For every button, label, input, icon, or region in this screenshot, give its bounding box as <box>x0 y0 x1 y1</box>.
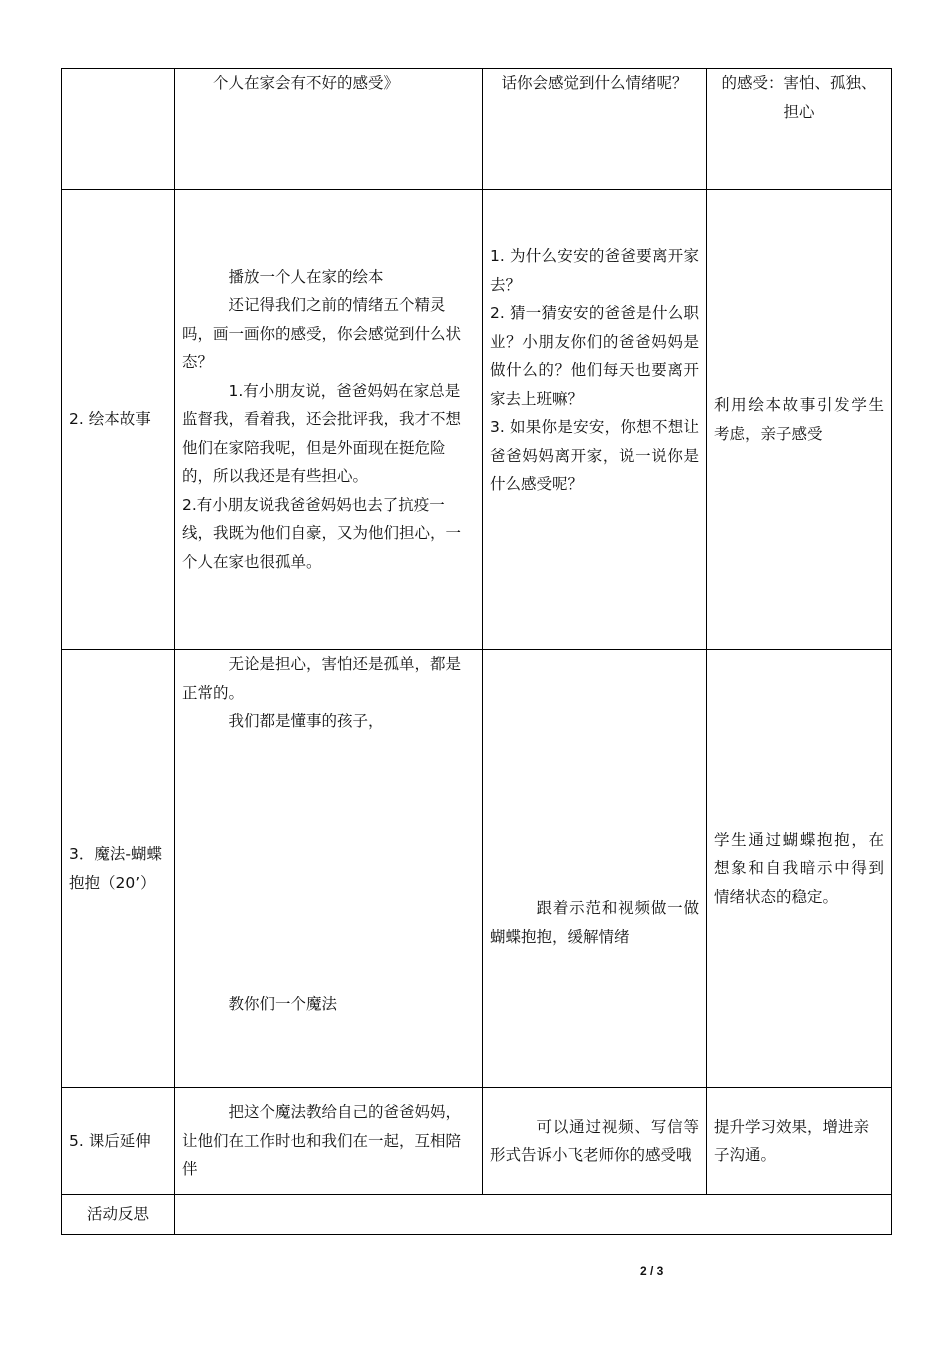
stage-label: 3．魔法-蝴蝶抱抱（20’） <box>69 845 162 892</box>
stage-cell <box>62 190 175 650</box>
cell-paragraph: 2. 猜一猜安安的爸爸是什么职业？小朋友你们的爸爸妈妈是做什么的？他们每天也要离开家去上班嘛？ <box>490 304 699 408</box>
teacher-activity-cell <box>175 650 483 1088</box>
cell-text: 话你会感觉到什么情绪呢？ <box>501 74 688 92</box>
cell-text: 个人在家会有不好的感受》 <box>213 74 400 92</box>
cell-text: 提升学习效果，增进亲子沟通。 <box>714 1117 870 1164</box>
cell-text: 利用绘本故事引发学生考虑，亲子感受 <box>714 396 884 443</box>
teacher-activity-cell <box>175 190 483 650</box>
student-activity-cell <box>483 650 707 1088</box>
cell-paragraph: 3. 如果你是安安，你想不想让爸爸妈妈离开家，说一说你是什么感受呢？ <box>490 418 699 493</box>
reflection-content-cell <box>175 1195 892 1235</box>
stage-cell <box>62 1088 175 1195</box>
cell-text: 的感受：害怕、孤独、担心 <box>721 74 877 121</box>
cell-paragraph: 我们都是懂事的孩子， <box>228 712 384 730</box>
reflection-label-cell <box>62 1195 175 1235</box>
student-activity-cell <box>483 190 707 650</box>
cell-paragraph: 教你们一个魔法 <box>228 995 338 1013</box>
stage-cell <box>62 69 175 190</box>
teacher-activity-cell <box>175 1088 483 1195</box>
table-row <box>62 1088 892 1195</box>
stage-cell <box>62 650 175 1088</box>
lesson-plan-table <box>61 68 892 1235</box>
cell-paragraph: 还记得我们之前的情绪五个精灵吗，画一画你的感受，你会感觉到什么状态？ <box>182 296 462 372</box>
reflection-label: 活动反思 <box>86 1205 149 1224</box>
design-intent-cell <box>707 650 892 1088</box>
cell-paragraph: 1. 为什么安安的爸爸要离开家去？ <box>490 247 699 294</box>
cell-text: 学生通过蝴蝶抱抱，在想象和自我暗示中得到情绪状态的稳定。 <box>714 830 884 906</box>
table-row <box>62 1195 892 1235</box>
student-activity-cell <box>483 69 707 190</box>
cell-paragraph: 播放一个人在家的绘本 <box>228 267 384 286</box>
page-number: 2 / 3 <box>640 1264 664 1278</box>
stage-label: 5. 课后延伸 <box>69 1131 151 1150</box>
design-intent-cell <box>707 190 892 650</box>
stage-label: 2. 绘本故事 <box>69 410 151 429</box>
design-intent-cell <box>707 1088 892 1195</box>
table-row <box>62 190 892 650</box>
cell-text: 跟着示范和视频做一做蝴蝶抱抱，缓解情绪 <box>490 899 699 946</box>
cell-paragraph: 1.有小朋友说，爸爸妈妈在家总是监督我，看着我，还会批评我，我才不想他们在家陪我呢，但是外面现在挺危险的，所以我还是有些担心。 <box>182 381 462 486</box>
cell-text: 把这个魔法教给自己的爸爸妈妈，让他们在工作时也和我们在一起，互相陪伴 <box>182 1103 462 1179</box>
table-row <box>62 69 892 190</box>
cell-paragraph: 2.有小朋友说我爸爸妈妈也去了抗疫一线，我既为他们自豪，又为他们担心，一个人在家也很孤单。 <box>182 495 462 571</box>
table-row <box>62 650 892 1088</box>
cell-text: 可以通过视频、写信等形式告诉小飞老师你的感受哦 <box>490 1117 699 1164</box>
teacher-activity-cell <box>175 69 483 190</box>
cell-paragraph: 无论是担心，害怕还是孤单，都是正常的。 <box>182 655 462 702</box>
design-intent-cell <box>707 69 892 190</box>
student-activity-cell <box>483 1088 707 1195</box>
